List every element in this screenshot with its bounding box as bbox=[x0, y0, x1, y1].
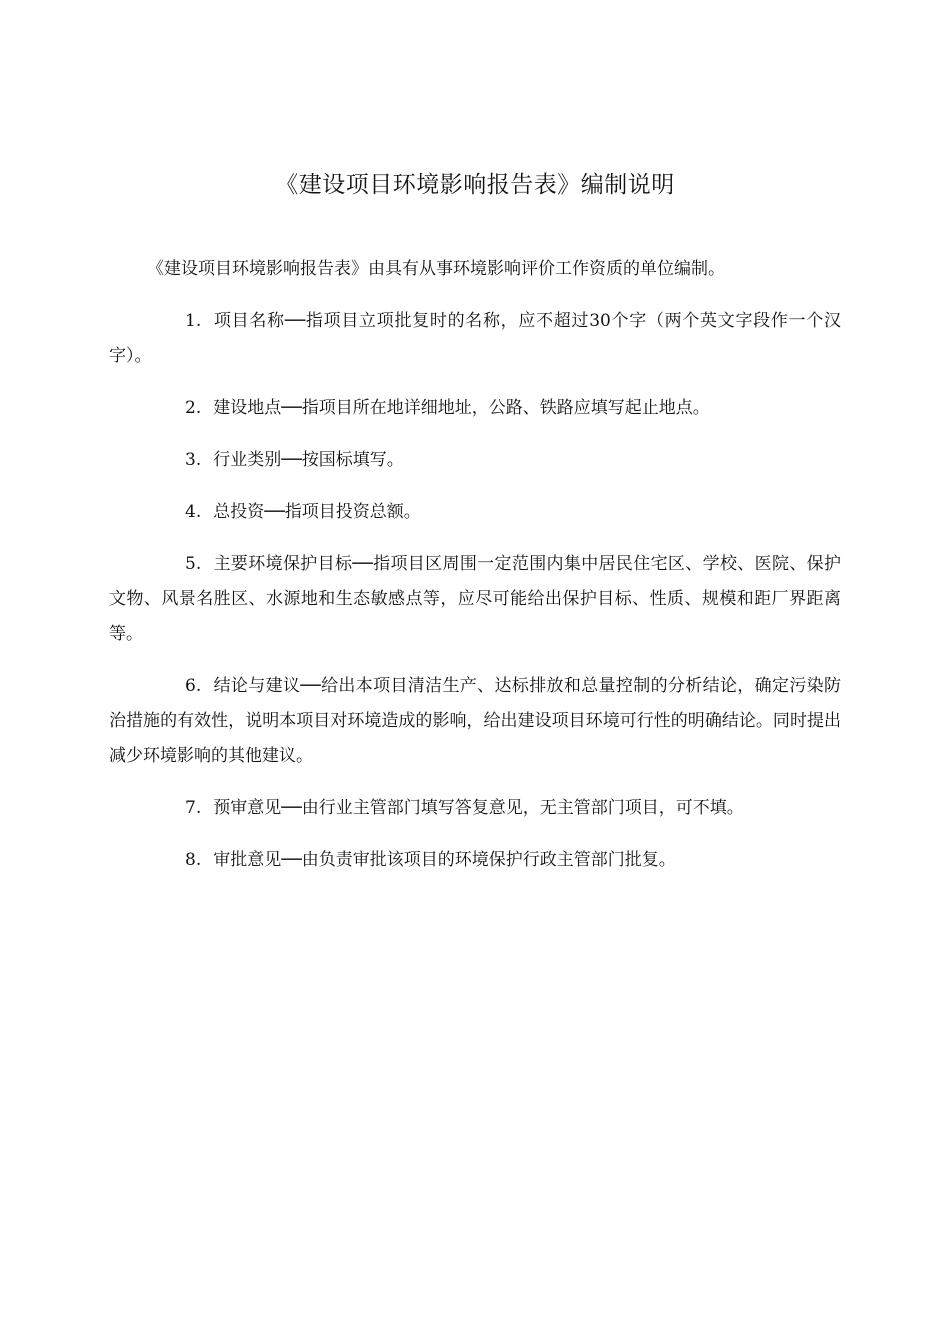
item-approval-opinion bbox=[109, 843, 841, 878]
item-text: 总投资──指项目投资总额。 bbox=[213, 502, 421, 522]
item-conclusions bbox=[109, 669, 841, 774]
item-construction-site bbox=[109, 391, 841, 426]
item-number: 8. bbox=[185, 850, 202, 870]
item-industry-category bbox=[109, 443, 841, 478]
item-text: 建设地点──指项目所在地详细地址，公路、铁路应填写起止地点。 bbox=[213, 398, 710, 418]
item-project-name bbox=[109, 304, 841, 374]
document-body bbox=[109, 252, 841, 895]
item-text: 项目名称──指项目立项批复时的名称，应不超过30个字（两个英文字段作一个汉字）。 bbox=[109, 311, 841, 366]
page-title: 《建设项目环境影响报告表》编制说明 bbox=[275, 172, 675, 198]
item-pre-review-opinion bbox=[109, 791, 841, 826]
item-number: 6. bbox=[185, 676, 202, 696]
item-text: 预审意见──由行业主管部门填写答复意见，无主管部门项目，可不填。 bbox=[213, 798, 744, 818]
intro-paragraph: 《建设项目环境影响报告表》由具有从事环境影响评价工作资质的单位编制。 bbox=[147, 259, 725, 279]
item-total-investment bbox=[109, 495, 841, 530]
item-number: 4. bbox=[185, 502, 202, 522]
item-text: 结论与建议──给出本项目清洁生产、达标排放和总量控制的分析结论，确定污染防治措施的有效性，说明本项目对环境造成的影响，给出建设项目环境可行性的明确结论。同时提出减少环境影响的其他建议。 bbox=[109, 676, 841, 766]
item-text: 主要环境保护目标──指项目区周围一定范围内集中居民住宅区、学校、医院、保护文物、风景名胜区、水源地和生态敏感点等，应尽可能给出保护目标、性质、规模和距厂界距离等。 bbox=[109, 554, 841, 644]
item-number: 2. bbox=[185, 398, 202, 418]
item-number: 7. bbox=[185, 798, 202, 818]
item-number: 5. bbox=[185, 554, 202, 574]
item-protection-targets bbox=[109, 547, 841, 652]
item-text: 审批意见──由负责审批该项目的环境保护行政主管部门批复。 bbox=[213, 850, 676, 870]
item-number: 1. bbox=[185, 311, 202, 331]
item-number: 3. bbox=[185, 450, 202, 470]
item-text: 行业类别──按国标填写。 bbox=[213, 450, 404, 470]
